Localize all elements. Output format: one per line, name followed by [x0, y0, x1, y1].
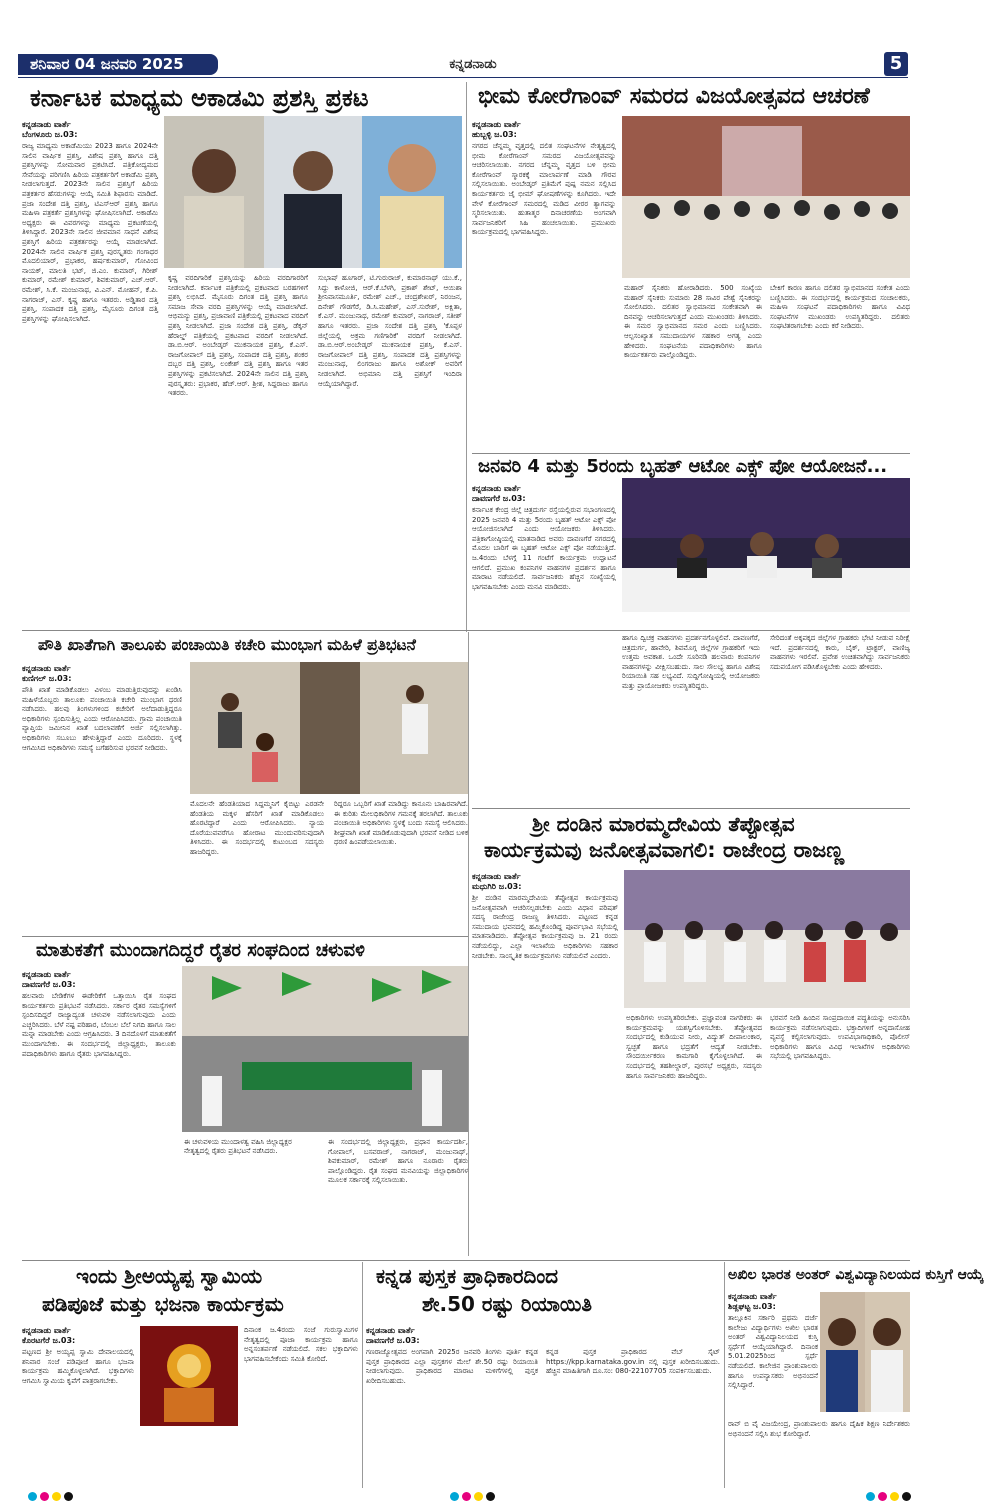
photo-caption: ಈ ಚಳುವಳಿಯ ಮುಂದಾಳತ್ವ ವಹಿಸಿ ಜಿಲ್ಲಾಧ್ಯಕ್ಷರ ನೇತೃತ್ವದಲ್ಲಿ ರೈತರು ಪ್ರತಿಭಟನೆ ನಡೆಸಿದರು. — [184, 1138, 292, 1155]
article-media-awards — [22, 80, 462, 628]
body-col-3: ಭರವಸೆ ನೀಡಿ ಹಿಂದಿನ ಸಾಂಪ್ರದಾಯಿಕ ಪದ್ಧತಿಯನ್ನು ಅನುಸರಿಸಿ ಕಾರ್ಯಕ್ರಮ ನಡೆಸಲಾಗುವುದು. ಭಕ್ತಾದಿಗಳಿಗೆ ಅನ್ನದಾಸೋಹ ವ್ಯವಸ್ಥೆ ಕಲ್ಪಿಸಲಾಗುವುದು. ಉಪವಿಭಾಗಾಧಿಕಾರಿ, ಪೊಲೀಸ್ ಅಧಿಕಾರಿಗಳು ಹಾಗೂ ವಿವಿಧ ಇಲಾಖೆಗಳ ಅಧಿಕಾರಿಗಳು ಸಭೆಯಲ್ಲಿ ಭಾಗವಹಿಸಿದ್ದರು. — [770, 1014, 910, 1061]
body-col-1: ಪಟ್ಟಣದ ಶ್ರೀ ಅಯ್ಯಪ್ಪ ಸ್ವಾಮಿ ದೇವಾಲಯದಲ್ಲಿ ಶನಿವಾರ ಸಂಜೆ ಪಡಿಪೂಜೆ ಹಾಗೂ ಭಜನಾ ಕಾರ್ಯಕ್ರಮ ಹಮ್ಮಿಕೊಳ್ಳಲಾಗಿದೆ. ಭಕ್ತಾದಿಗಳು ಆಗಮಿಸಿ ಸ್ವಾಮಿಯ ಕೃಪೆಗೆ ಪಾತ್ರರಾಗಬೇಕು. — [22, 1348, 134, 1385]
wrestling-byline: ಕನ್ನಡನಾಡು ವಾರ್ತೆ — [728, 1292, 777, 1301]
dateline: ಮಧುಗಿರಿ ಜ.03: — [472, 882, 522, 891]
black-mark — [902, 1492, 911, 1501]
awardees-photo — [164, 116, 462, 268]
byline: ಕನ್ನಡನಾಡು ವಾರ್ತೆ — [22, 1326, 71, 1335]
dateline: ದಾವಣಗೆರೆ ಜ.03: — [366, 1336, 420, 1345]
meeting-image — [624, 870, 910, 1008]
body-col-2: ಮಹಾರ್ ಸೈನಿಕರು ಹೋರಾಡಿದರು. 500 ಸಂಖ್ಯೆಯ ಮಹಾರ್ ಸೈನಿಕರು ಸುಮಾರು 28 ಸಾವಿರ ಪೇಶ್ವೆ ಸೈನಿಕರನ್ನು ಸೋಲಿಸಿದರು. ದಲಿತರ ಸ್ವಾಭಿಮಾನದ ಸಂಕೇತವಾಗಿ ಈ ದಿನವನ್ನು ಆಚರಿಸಲಾಗುತ್ತದೆ ಎಂದು ಮುಖಂಡರು ತಿಳಿಸಿದರು. ಈ ಸಮರ ಸ್ವಾಭಿಮಾನದ ಸಮರ ಎಂದು ಬಣ್ಣಿಸಿದರು. ಆಲ್ಪಸಂಖ್ಯಾತ ಸಮುದಾಯಗಳ ಸಹಕಾರ ಅಗತ್ಯ ಎಂದು ಹೇಳಿದರು. ಸಂಘಟನೆಯ ಪದಾಧಿಕಾರಿಗಳು ಹಾಗೂ ಕಾರ್ಯಕರ್ತರು ಪಾಲ್ಗೊಂಡಿದ್ದರು. — [624, 284, 762, 360]
celebration-photo — [622, 116, 910, 278]
body-col-1: ಹಲವಾರು ಬೇಡಿಕೆಗಳ ಈಡೇರಿಕೆಗೆ ಒತ್ತಾಯಿಸಿ ರೈತ ಸಂಘದ ಕಾರ್ಯಕರ್ತರು ಪ್ರತಿಭಟನೆ ನಡೆಸಿದರು. ಸರ್ಕಾರ ರೈತರ ಸಮಸ್ಯೆಗಳಿಗೆ ಸ್ಪಂದಿಸದಿದ್ದರೆ ರಾಜ್ಯಾದ್ಯಂತ ಚಳುವಳಿ ನಡೆಸಲಾಗುವುದು ಎಂದು ಎಚ್ಚರಿಸಿದರು. ಬೆಳೆ ನಷ್ಟ ಪರಿಹಾರ, ಬೆಂಬಲ ಬೆಲೆ ನಿಗದಿ ಹಾಗೂ ಸಾಲ ಮನ್ನಾ ಮಾಡಬೇಕು ಎಂದು ಆಗ್ರಹಿಸಿದರು. 3 ದಿನದೊಳಗೆ ಮಾತುಕತೆಗೆ ಮುಂದಾಗಬೇಕು. ಈ ಸಂದರ್ಭದಲ್ಲಿ ಜಿಲ್ಲಾಧ್ಯಕ್ಷರು, ತಾಲೂಕು ಪದಾಧಿಕಾರಿಗಳು ಹಾಗೂ ರೈತರು ಭಾಗವಹಿಸಿದ್ದರು. — [22, 992, 176, 1058]
article-auto-expo — [472, 456, 910, 624]
protest-photo — [190, 662, 468, 794]
page-number: 5 — [884, 52, 908, 76]
body-col-2: ಕೃಷ್ಣ ವರದಿಗಾರಿಕೆ ಪ್ರಶಸ್ತಿಯನ್ನು ಹಿರಿಯ ವರದಿಗಾರರಿಗೆ ನೀಡಲಾಗಿದೆ. ಕರ್ನಾಟಕ ಪತ್ರಿಕೆಯಲ್ಲಿ ಪ್ರಕಟವಾದ ಬರಹಗಳಿಗೆ ಪ್ರಶಸ್ತಿ ಲಭಿಸಿದೆ. ಮೈಸೂರು ದಿಗಂತ ದತ್ತಿ ಪ್ರಶಸ್ತಿ ಹಾಗೂ ಸಮಾಜ ಸೇವಾ ವರದಿ ಪ್ರಶಸ್ತಿಗಳನ್ನು ಆಯ್ಕೆ ಮಾಡಲಾಗಿದೆ. ಆಭಿಮನ್ಯು ಪ್ರಶಸ್ತಿ, ಪ್ರಜಾವಾಣಿ ಪತ್ರಿಕೆಯಲ್ಲಿ ಪ್ರಕಟವಾದ ವರದಿಗೆ ಪ್ರಶಸ್ತಿ ನೀಡಲಾಗಿದೆ. ಪ್ರಜಾ ಸಂದೇಶ ದತ್ತಿ ಪ್ರಶಸ್ತಿ, ಡೆಕ್ಕನ್ ಹೆರಾಲ್ಡ್ ಪತ್ರಿಕೆಯಲ್ಲಿ ಪ್ರಕಟವಾದ ವರದಿಗೆ ನೀಡಲಾಗಿದೆ. ಡಾ.ಬಿ.ಆರ್. ಅಂಬೇಡ್ಕರ್ ಮುಕನಾಯಕ ಪ್ರಶಸ್ತಿ, ಕೆ.ಎಸ್. ರಾಜಗೋಪಾಲ್ ದತ್ತಿ ಪ್ರಶಸ್ತಿ, ಸಂಪಾದಕ ದತ್ತಿ ಪ್ರಶಸ್ತಿ, ಶಂಕರ ದಬ್ಬರ ದತ್ತಿ ಪ್ರಶಸ್ತಿ, ಲಂಕೇಶ್ ದತ್ತಿ ಪ್ರಶಸ್ತಿ ಹಾಗೂ ಇತರ ಪ್ರಶಸ್ತಿಗಳನ್ನು ಪ್ರಕಟಿಸಲಾಗಿದೆ. 2024ನೇ ಸಾಲಿನ ದತ್ತಿ ಪ್ರಶಸ್ತಿ ಪುರಸ್ಕೃತರು: ಪ್ರಭಾಕರ, ಹೆಚ್.ಆರ್. ಶ್ರೀಶ, ಸಿದ್ದರಾಜು ಹಾಗೂ ಇತರರು. — [168, 274, 308, 398]
magenta-mark — [878, 1492, 887, 1501]
column-divider — [724, 1262, 725, 1488]
headline: ಪೌತಿ ಖಾತೆಗಾಗಿ ತಾಲೂಕು ಪಂಚಾಯಿತಿ ಕಚೇರಿ ಮುಂಭಾಗ ಮಹಿಳೆ ಪ್ರತಿಭಟನೆ — [38, 636, 416, 654]
wrestling-headline: ಅಖಿಲ ಭಾರತ ಅಂತರ್ ವಿಶ್ವವಿದ್ಯಾನಿಲಯದ ಕುಸ್ತಿಗೆ ಆಯ್ಕೆ — [728, 1267, 984, 1283]
body-col-2: ಹಾಗೂ ದ್ವಿಚಕ್ರ ವಾಹನಗಳು ಪ್ರದರ್ಶನಗೊಳ್ಳಲಿವೆ. ದಾವಣಗೆರೆ, ಚಿತ್ರದುರ್ಗ, ಹಾವೇರಿ, ಶಿವಮೊಗ್ಗ ಜಿಲ್ಲೆಗಳ ಗ್ರಾಹಕರಿಗೆ ಇದು ಉತ್ತಮ ಅವಕಾಶ. ಒಂದೇ ಸೂರಿನಡಿ ಹಲವಾರು ಕಂಪನಿಗಳ ವಾಹನಗಳನ್ನು ವೀಕ್ಷಿಸಬಹುದು. ಸಾಲ ಸೌಲಭ್ಯ ಹಾಗೂ ವಿಶೇಷ ರಿಯಾಯಿತಿ ಸಹ ಲಭ್ಯವಿದೆ. ಸುದ್ದಿಗೋಷ್ಠಿಯಲ್ಲಿ ಆಯೋಜಕರು ಮತ್ತು ಪ್ರಾಯೋಜಕರು ಉಪಸ್ಥಿತರಿದ್ದರು. — [622, 634, 760, 690]
article-maramma-festival — [472, 812, 910, 1256]
farmers-photo — [182, 966, 468, 1132]
ayyappa-photo — [140, 1326, 238, 1426]
byline: ಕನ್ನಡನಾಡು ವಾರ್ತೆ — [22, 120, 71, 129]
dateline: ಕೊರಟಗೆರೆ ಜ.03: — [22, 1336, 76, 1345]
wrestling-dateline: ಶಿಡ್ಲಘಟ್ಟ ಜ.03: — [728, 1302, 776, 1311]
body-col-1: ಕರ್ನಾಟಕ ಕೇಂದ್ರ ಜಿಲ್ಲೆ ಚಿತ್ರದುರ್ಗ ರಸ್ತೆಯಲ್ಲಿರುವ ಸಭಾಂಗಣದಲ್ಲಿ 2025 ಜನವರಿ 4 ಮತ್ತು 5ರಂದು ಬೃಹತ್ ಆಟೋ ಎಕ್ಸ್ ಪೋ ಆಯೋಜಿಸಲಾಗಿದೆ ಎಂದು ಆಯೋಜಕರು ತಿಳಿಸಿದರು. ಪತ್ರಿಕಾಗೋಷ್ಠಿಯಲ್ಲಿ ಮಾತನಾಡಿದ ಅವರು ದಾವಣಗೆರೆ ನಗರದಲ್ಲಿ ಮೊದಲ ಬಾರಿಗೆ ಈ ಬೃಹತ್ ಆಟೋ ಎಕ್ಸ್ ಪೋ ನಡೆಯುತ್ತಿದೆ. ಜ.4ರಂದು ಬೆಳಗ್ಗೆ 11 ಗಂಟೆಗೆ ಕಾರ್ಯಕ್ರಮ ಉದ್ಘಾಟನೆ ಆಗಲಿದೆ. ಪ್ರಮುಖ ಕಂಪನಿಗಳ ವಾಹನಗಳ ಪ್ರದರ್ಶನ ಹಾಗೂ ಮಾರಾಟ ನಡೆಯಲಿದೆ. ಸಾರ್ವಜನಿಕರು ಹೆಚ್ಚಿನ ಸಂಖ್ಯೆಯಲ್ಲಿ ಭಾಗವಹಿಸಬೇಕು ಎಂದು ಮನವಿ ಮಾಡಿದರು. — [472, 506, 616, 591]
body-col-2: ಕನ್ನಡ ಪುಸ್ತಕ ಪ್ರಾಧಿಕಾರದ ವೆಬ್ ಸೈಟ್ https://kpp.karnataka.gov.in ನಲ್ಲಿ ಪುಸ್ತಕ ಖರೀದಿಸಬಹುದು. ಹೆಚ್ಚಿನ ಮಾಹಿತಿಗಾಗಿ ದೂ.ಸಂ: 080-22107705 ಸಂಪರ್ಕಿಸಬಹುದು. — [546, 1348, 720, 1376]
headline-line-1: ಇಂದು ಶ್ರೀಅಯ್ಯಪ್ಪ ಸ್ವಾಮಿಯ — [76, 1264, 263, 1288]
cyan-mark — [28, 1492, 37, 1501]
masthead-rule — [18, 77, 908, 78]
wrestlers-image — [820, 1292, 910, 1412]
yellow-mark — [52, 1492, 61, 1501]
masthead — [18, 54, 908, 76]
body-col-2: ದಿನಾಂಕ ಜ.4ರಂದು ಸಂಜೆ ಗುರುಸ್ವಾಮಿಗಳ ನೇತೃತ್ವದಲ್ಲಿ ಪೂಜಾ ಕಾರ್ಯಕ್ರಮ ಹಾಗೂ ಅನ್ನಸಂತರ್ಪಣೆ ನಡೆಯಲಿದೆ. ಸಕಲ ಭಕ್ತಾದಿಗಳು ಭಾಗವಹಿಸಬೇಕೆಂದು ಸಮಿತಿ ಕೋರಿದೆ. — [244, 1326, 358, 1363]
wrestling-body-col-1: ತಾಲ್ಲೂಕಿನ ಸರ್ಕಾರಿ ಪ್ರಥಮ ದರ್ಜೆ ಕಾಲೇಜು ವಿದ್ಯಾರ್ಥಿಗಳು ಅಖಿಲ ಭಾರತ ಅಂತರ್ ವಿಶ್ವವಿದ್ಯಾನಿಲಯದ ಕುಸ್ತಿ ಸ್ಪರ್ಧೆಗೆ ಆಯ್ಕೆಯಾಗಿದ್ದಾರೆ. ದಿನಾಂಕ 5.01.2025ರಿಂದ ಸ್ಪರ್ಧೆ ನಡೆಯಲಿದೆ. ಕಾಲೇಜಿನ ಪ್ರಾಂಶುಪಾಲರು ಹಾಗೂ ಉಪನ್ಯಾಸಕರು ಅಭಿನಂದನೆ ಸಲ್ಲಿಸಿದ್ದಾರೆ. — [728, 1314, 818, 1390]
headline-line-2: ಶೇ.50 ರಷ್ಟು ರಿಯಾಯಿತಿ — [422, 1292, 592, 1316]
headline-line-1: ಕನ್ನಡ ಪುಸ್ತಕ ಪ್ರಾಧಿಕಾರದಿಂದ — [376, 1264, 559, 1288]
headline-line-2: ಪಡಿಪೂಜೆ ಮತ್ತು ಭಜನಾ ಕಾರ್ಯಕ್ರಮ — [42, 1292, 284, 1316]
auto-expo-continued — [472, 634, 910, 804]
headline: ಮಾತುಕತೆಗೆ ಮುಂದಾಗದಿದ್ದರೆ ರೈತರ ಸಂಘದಿಂದ ಚಳುವಳಿ — [36, 940, 365, 961]
body-col-3: ಈ ಸಂದರ್ಭದಲ್ಲಿ ಜಿಲ್ಲಾಧ್ಯಕ್ಷರು, ಪ್ರಧಾನ ಕಾರ್ಯದರ್ಶಿ, ಗೋಪಾಲ್, ಬಸವರಾಜ್, ನಾಗರಾಜ್, ಮಂಜುನಾಥ್, ಶಿವಕುಮಾರ್, ರಮೇಶ್ ಹಾಗೂ ನೂರಾರು ರೈತರು ಪಾಲ್ಗೊಂಡಿದ್ದರು. ರೈತ ಸಂಘದ ಮನವಿಯನ್ನು ಜಿಲ್ಲಾಧಿಕಾರಿಗಳ ಮೂಲಕ ಸರ್ಕಾರಕ್ಕೆ ಸಲ್ಲಿಸಲಾಯಿತು. — [328, 1138, 468, 1185]
awardees-portraits — [164, 116, 462, 268]
black-mark — [64, 1492, 73, 1501]
body-col-1: ಶ್ರೀ ದಂಡಿನ ಮಾರಮ್ಮದೇವಿಯ ತೆಪ್ಪೋತ್ಸವ ಕಾರ್ಯಕ್ರಮವು ಜನೋತ್ಸವವಾಗಿ ಆಚರಿಸಲ್ಪಡಬೇಕು ಎಂದು ವಿಧಾನ ಪರಿಷತ್ ಸದಸ್ಯ ರಾಜೇಂದ್ರ ರಾಜಣ್ಣ ತಿಳಿಸಿದರು. ಪಟ್ಟಣದ ಕನ್ನಡ ಸಮುದಾಯ ಭವನದಲ್ಲಿ ಹಮ್ಮಿಕೊಂಡಿದ್ದ ಪೂರ್ವಭಾವಿ ಸಭೆಯಲ್ಲಿ ಮಾತನಾಡಿದರು. ತೆಪ್ಪೋತ್ಸವ ಕಾರ್ಯಕ್ರಮವು ಜ. 21 ರಂದು ನಡೆಯಲಿದ್ದು, ಎಲ್ಲಾ ಇಲಾಖೆಯ ಅಧಿಕಾರಿಗಳು ಸಹಕಾರ ನೀಡಬೇಕು. ಸಾಂಸ್ಕೃತಿಕ ಕಾರ್ಯಕ್ರಮಗಳು ನಡೆಯಲಿವೆ ಎಂದರು. — [472, 894, 618, 960]
body-col-3: ಸುಭಾಷ್ ಹೂಗಾರ್, ಟಿ.ಗುರುರಾಜ್, ಕುಮಾರನಾಥ್ ಯು.ಕೆ., ಸಿದ್ದು ಕಾಳೋಜಿ, ಆರ್.ಕೆ.ಬೆಳಗಿ, ಪ್ರಕಾಶ್ ಶೇಟ್, ಆಯಿಶಾ ಶ್ರೀನಿವಾಸಮೂರ್ತಿ, ರಮೇಶ್ ಎಚ್., ಚಂದ್ರಶೇಖರ್, ನಿರಂಜನ, ದಿನೇಶ್ ಗೌಡಗೆರೆ, ಡಿ.ಸಿ.ಮಹೇಶ್, ಎಸ್.ಸುರೇಶ್, ಅಕ್ಷಿತಾ, ಕೆ.ಎಸ್. ಮಂಜುನಾಥ, ರಮೇಶ್ ಕುಮಾರ್, ನಾಗರಾಜ್, ಸತೀಶ್ ಹಾಗೂ ಇತರರು. ಪ್ರಜಾ ಸಂದೇಶ ದತ್ತಿ ಪ್ರಶಸ್ತಿ 'ಕೊಪ್ಪಳ ಜಿಲ್ಲೆಯಲ್ಲಿ ಅಕ್ರಮ ಗಣಿಗಾರಿಕೆ' ವರದಿಗೆ ನೀಡಲಾಗಿದೆ. ಡಾ.ಬಿ.ಆರ್.ಅಂಬೇಡ್ಕರ್ ಮುಕನಾಯಕ ಪ್ರಶಸ್ತಿ, ಕೆ.ಎಸ್. ರಾಜಗೋಪಾಲ್ ದತ್ತಿ ಪ್ರಶಸ್ತಿ, ಸಂಪಾದಕ ದತ್ತಿ ಪ್ರಶಸ್ತಿಗಳನ್ನು ಮಂಜುನಾಥ, ಲಿಂಗರಾಜು ಹಾಗೂ ಅಶೋಕ್ ಅವರಿಗೆ ನೀಡಲಾಗಿದೆ. ಅಭಿಮಾನಿ ದತ್ತಿ ಪ್ರಶಸ್ತಿಗೆ ಇಂದಿರಾ ಆಯ್ಕೆಯಾಗಿದ್ದಾರೆ. — [318, 274, 462, 388]
column-divider — [466, 82, 467, 632]
column-divider — [468, 810, 469, 1256]
byline: ಕನ್ನಡನಾಡು ವಾರ್ತೆ — [472, 872, 521, 881]
headline-line-1: ಶ್ರೀ ದಂಡಿನ ಮಾರಮ್ಮದೇವಿಯ ತೆಪ್ಪೋತ್ಸವ — [532, 812, 795, 836]
body-col-2: ಮೊದಲನೇ ಹೆಂಡತಿಯಾದ ಸಿದ್ದಮ್ಮನಿಗೆ ಕೈಬಿಟ್ಟು ಎರಡನೇ ಹೆಂಡತಿಯ ಮಕ್ಕಳ ಹೆಸರಿಗೆ ಖಾತೆ ಮಾಡಿಕೊಡಲು ಹೊರಟಿದ್ದಾರೆ ಎಂದು ಆರೋಪಿಸಿದರು. ನ್ಯಾಯ ದೊರೆಯುವವರೆಗೂ ಹೋರಾಟ ಮುಂದುವರಿಸುವುದಾಗಿ ತಿಳಿಸಿದರು. ಈ ಸಂದರ್ಭದಲ್ಲಿ ಕುಟುಂಬದ ಸದಸ್ಯರು ಹಾಜರಿದ್ದರು. — [190, 800, 324, 856]
article-farmers-protest — [22, 940, 468, 1256]
yellow-mark — [890, 1492, 899, 1501]
headline: ಜನವರಿ 4 ಮತ್ತು 5ರಂದು ಬೃಹತ್ ಆಟೋ ಎಕ್ಸ್ ಪೋ ಆಯೋಜನೆ... — [478, 456, 888, 477]
body-col-3: ಸೇರಿದಂತೆ ಅಕ್ಕಪಕ್ಕದ ಜಿಲ್ಲೆಗಳ ಗ್ರಾಹಕರು ಭೇಟಿ ನೀಡುವ ನಿರೀಕ್ಷೆ ಇದೆ. ಪ್ರದರ್ಶನದಲ್ಲಿ ಕಾರು, ಬೈಕ್, ಟ್ರಾಕ್ಟರ್, ವಾಣಿಜ್ಯ ವಾಹನಗಳು ಇರಲಿವೆ. ಪ್ರವೇಶ ಉಚಿತವಾಗಿದ್ದು ಸಾರ್ವಜನಿಕರು ಸದುಪಯೋಗ ಪಡಿಸಿಕೊಳ್ಳಬೇಕು ಎಂದು ಹೇಳಿದರು. — [770, 634, 910, 671]
byline: ಕನ್ನಡನಾಡು ವಾರ್ತೆ — [472, 484, 521, 493]
cyan-mark — [866, 1492, 875, 1501]
wrestling-body-col-2: ರಾವ್ ಬಿ ವೈ ವಿಜಯೇಂದ್ರ, ಪ್ರಾಂಶುಪಾಲರು ಹಾಗೂ ದೈಹಿಕ ಶಿಕ್ಷಣ ನಿರ್ದೇಶಕರು ಅಭಿನಂದನೆ ಸಲ್ಲಿಸಿ ಶುಭ ಕೋರಿದ್ದಾರೆ. — [728, 1420, 910, 1438]
body-col-3: ಬೇಕಿಗೆ ಕಾರಣ ಹಾಗೂ ದಲಿತರ ಸ್ವಾಭಿಮಾನದ ಸಂಕೇತ ಎಂದು ಬಣ್ಣಿಸಿದರು. ಈ ಸಂದರ್ಭದಲ್ಲಿ ಕಾರ್ಯಕ್ರಮದ ಸಂಚಾಲಕರು, ಮಹಿಳಾ ಸಂಘಟನೆ ಪದಾಧಿಕಾರಿಗಳು ಹಾಗೂ ವಿವಿಧ ಸಂಘಟನೆಗಳ ಮುಖಂಡರು ಉಪಸ್ಥಿತರಿದ್ದರು. ದಲಿತರು ಸಂಘಟಿತರಾಗಬೇಕು ಎಂದು ಕರೆ ನೀಡಿದರು. — [770, 284, 910, 331]
crowd-image — [622, 116, 910, 278]
body-col-3: ರಿದ್ದರೂ ಒಬ್ಬರಿಗೆ ಖಾತೆ ಮಾಡಿದ್ದು ಕಾನೂನು ಬಾಹಿರವಾಗಿದೆ. ಈ ಕುರಿತು ಮೇಲಧಿಕಾರಿಗಳ ಗಮನಕ್ಕೆ ತರಲಾಗಿದೆ. ತಾಲೂಕು ಪಂಚಾಯಿತಿ ಅಧಿಕಾರಿಗಳು ಸ್ಥಳಕ್ಕೆ ಬಂದು ಸಮಸ್ಯೆ ಆಲಿಸಿದರು. ಶೀಘ್ರವಾಗಿ ಖಾತೆ ಮಾಡಿಕೊಡುವುದಾಗಿ ಭರವಸೆ ನೀಡಿದ ಬಳಿಕ ಧರಣಿ ಹಿಂಪಡೆಯಲಾಯಿತು. — [334, 800, 468, 847]
dateline: ಬೆಂಗಳೂರು ಜ.03: — [22, 130, 78, 139]
black-mark — [486, 1492, 495, 1501]
body-col-1: ಪೌತಿ ಖಾತೆ ಮಾಡಿಕೊಡಲು ವಿಳಂಬ ಮಾಡುತ್ತಿರುವುದನ್ನು ಖಂಡಿಸಿ ಮಹಿಳೆಯೊಬ್ಬರು ತಾಲೂಕು ಪಂಚಾಯಿತಿ ಕಚೇರಿ ಮುಂಭಾಗ ಧರಣಿ ನಡೆಸಿದರು. ಹಲವು ತಿಂಗಳುಗಳಿಂದ ಕಚೇರಿಗೆ ಅಲೆದಾಡುತ್ತಿದ್ದರೂ ಅಧಿಕಾರಿಗಳು ಸ್ಪಂದಿಸುತ್ತಿಲ್ಲ ಎಂದು ಆರೋಪಿಸಿದರು. ಗ್ರಾಮ ಪಂಚಾಯಿತಿ ವ್ಯಾಪ್ತಿಯ ಜಮೀನಿನ ಖಾತೆ ಬದಲಾವಣೆಗೆ ಅರ್ಜಿ ಸಲ್ಲಿಸಲಾಗಿತ್ತು. ಅಧಿಕಾರಿಗಳು ಸಬೂಬು ಹೇಳುತ್ತಿದ್ದಾರೆ ಎಂದು ದೂರಿದರು. ಸ್ಥಳಕ್ಕೆ ಆಗಮಿಸಿದ ಅಧಿಕಾರಿಗಳು ಸಮಸ್ಯೆ ಬಗೆಹರಿಸುವ ಭರವಸೆ ನೀಡಿದರು. — [22, 686, 182, 752]
cyan-mark — [450, 1492, 459, 1501]
article-bhima-koregaon — [472, 80, 910, 450]
protest-image — [190, 662, 468, 794]
section-divider — [472, 453, 910, 454]
dateline: ದಾವಣಗೆರೆ ಜ.03: — [22, 980, 76, 989]
press-meet-photo — [622, 478, 910, 612]
article-pauti-protest — [22, 634, 468, 934]
meeting-photo — [624, 870, 910, 1008]
column-divider — [362, 1262, 363, 1488]
byline: ಕನ್ನಡನಾಡು ವಾರ್ತೆ — [22, 664, 71, 673]
byline: ಕನ್ನಡನಾಡು ವಾರ್ತೆ — [472, 120, 521, 129]
paper-name: ಕನ್ನಡನಾಡು — [449, 57, 497, 72]
section-divider — [22, 936, 468, 937]
dateline: ಕುಣಿಗಲ್ ಜ.03: — [22, 674, 72, 683]
magenta-mark — [462, 1492, 471, 1501]
section-divider — [22, 630, 910, 631]
dateline: ದಾವಣಗೆರೆ ಜ.03: — [472, 494, 526, 503]
yellow-mark — [474, 1492, 483, 1501]
dateline: ಹುಬ್ಬಳ್ಳಿ ಜ.03: — [472, 130, 517, 139]
issue-date: ಶನಿವಾರ 04 ಜನವರಿ 2025 — [18, 54, 218, 75]
body-col-1: ಗಣರಾಜ್ಯೋತ್ಸವದ ಅಂಗವಾಗಿ 2025ರ ಜನವರಿ ತಿಂಗಳು ಪೂರ್ತಿ ಕನ್ನಡ ಪುಸ್ತಕ ಪ್ರಾಧಿಕಾರದ ಎಲ್ಲಾ ಪುಸ್ತಕಗಳ ಮೇಲೆ ಶೇ.50 ರಷ್ಟು ರಿಯಾಯಿತಿ ನೀಡಲಾಗುವುದು. ಪ್ರಾಧಿಕಾರದ ಮಾರಾಟ ಮಳಿಗೆಗಳಲ್ಲಿ ಪುಸ್ತಕ ಖರೀದಿಸಬಹುದು. — [366, 1348, 538, 1385]
article-ayyappa-pooja — [22, 1264, 358, 1486]
body-col-1: ನಗರದ ಚೆನ್ನಮ್ಮ ವೃತ್ತದಲ್ಲಿ ದಲಿತ ಸಂಘಟನೆಗಳ ನೇತೃತ್ವದಲ್ಲಿ ಭೀಮ ಕೋರೆಗಾಂವ್ ಸಮರದ ವಿಜಯೋತ್ಸವವನ್ನು ಆಚರಿಸಲಾಯಿತು. ನಗರದ ಚೆನ್ನಮ್ಮ ವೃತ್ತದ ಬಳಿ ಭೀಮ ಕೋರೆಗಾಂವ್ ಸ್ಮಾರಕಕ್ಕೆ ಮಾಲಾರ್ಪಣೆ ಮಾಡಿ ಗೌರವ ಸಲ್ಲಿಸಲಾಯಿತು. ಅಂಬೇಡ್ಕರ್ ಪ್ರತಿಮೆಗೆ ಪುಷ್ಪ ನಮನ ಸಲ್ಲಿಸಿದ ಕಾರ್ಯಕರ್ತರು ಜೈ ಭೀಮ್ ಘೋಷಣೆಗಳನ್ನು ಕೂಗಿದರು. ಇದೇ ವೇಳೆ ಕೋರೆಗಾಂವ್ ಸಮರದಲ್ಲಿ ಮಡಿದ ವೀರರ ತ್ಯಾಗವನ್ನು ಸ್ಮರಿಸಲಾಯಿತು. ಹುತಾತ್ಮರ ದಿನಾಚರಣೆಯ ಅಂಗವಾಗಿ ಸಾರ್ವಜನಿಕರಿಗೆ ಸಿಹಿ ಹಂಚಲಾಯಿತು. ಪ್ರಮುಖರು ಕಾರ್ಯಕ್ರಮದಲ್ಲಿ ಭಾಗವಹಿಸಿದ್ದರು. — [472, 142, 616, 237]
magenta-mark — [40, 1492, 49, 1501]
headline-line-2: ಕಾರ್ಯಕ್ರಮವು ಜನೋತ್ಸವವಾಗಲಿ: ರಾಜೇಂದ್ರ ರಾಜಣ್ಣ — [484, 838, 845, 862]
headline: ಕರ್ನಾಟಕ ಮಾಧ್ಯಮ ಅಕಾಡಮಿ ಪ್ರಶಸ್ತಿ ಪ್ರಕಟ — [30, 84, 369, 112]
article-book-discount — [366, 1264, 720, 1486]
headline: ಭೀಮ ಕೋರೆಗಾಂವ್ ಸಮರದ ವಿಜಯೋತ್ಸವದ ಆಚರಣೆ — [478, 84, 870, 109]
farmers-image — [182, 966, 468, 1132]
byline: ಕನ್ನಡನಾಡು ವಾರ್ತೆ — [366, 1326, 415, 1335]
body-col-2: ಅಧಿಕಾರಿಗಳು ಉಪಸ್ಥಿತರಿರಬೇಕು. ಪ್ರಜ್ಞಾವಂತ ನಾಗರಿಕರು ಈ ಕಾರ್ಯಕ್ರಮವನ್ನು ಯಶಸ್ವಿಗೊಳಿಸಬೇಕು. ತೆಪ್ಪೋತ್ಸವದ ಸಂದರ್ಭದಲ್ಲಿ ಕುಡಿಯುವ ನೀರು, ವಿದ್ಯುತ್ ದೀಪಾಲಂಕಾರ, ಸ್ವಚ್ಛತೆ ಹಾಗೂ ಭದ್ರತೆಗೆ ಆದ್ಯತೆ ನೀಡಬೇಕು. ಸೌಂದರ್ಯೀಕರಣ ಕಾಮಗಾರಿ ಕೈಗೊಳ್ಳಲಾಗಿದೆ. ಈ ಸಂದರ್ಭದಲ್ಲಿ ತಹಶೀಲ್ದಾರ್, ಪುರಸಭೆ ಅಧ್ಯಕ್ಷರು, ಸದಸ್ಯರು ಹಾಗೂ ಸಾರ್ವಜನಿಕರು ಹಾಜರಿದ್ದರು. — [626, 1014, 762, 1080]
section-divider — [22, 1260, 910, 1261]
section-divider — [472, 808, 910, 809]
press-meet-image — [622, 478, 910, 612]
wrestlers-photo — [820, 1292, 910, 1412]
byline: ಕನ್ನಡನಾಡು ವಾರ್ತೆ — [22, 970, 71, 979]
body-col-1: ರಾಜ್ಯ ಮಾಧ್ಯಮ ಅಕಾಡೆಮಿಯು 2023 ಹಾಗೂ 2024ನೇ ಸಾಲಿನ ವಾರ್ಷಿಕ ಪ್ರಶಸ್ತಿ, ವಿಶೇಷ ಪ್ರಶಸ್ತಿ ಹಾಗೂ ದತ್ತಿ ಪ್ರಶಸ್ತಿಗಳನ್ನು ಸೋಮವಾರ ಪ್ರಕಟಿಸಿದೆ. ಪತ್ರಿಕೋದ್ಯಮದ ಸೇವೆಯನ್ನು ಪರಿಗಣಿಸಿ ಹಿರಿಯ ಪತ್ರಕರ್ತರಿಗೆ ಅಕಾಡೆಮಿ ಪ್ರಶಸ್ತಿ ನೀಡಲಾಗುತ್ತದೆ. 2023ನೇ ಸಾಲಿನ ಪ್ರಶಸ್ತಿಗೆ ಹಿರಿಯ ಪತ್ರಕರ್ತರ ಹೆಸರುಗಳನ್ನು ಆಯ್ಕೆ ಸಮಿತಿ ಶಿಫಾರಸು ಮಾಡಿದೆ. ಪ್ರಜಾ ಸಂದೇಶ ದತ್ತಿ ಪ್ರಶಸ್ತಿ, ಟಿಎಸ್ಆರ್ ಪ್ರಶಸ್ತಿ ಹಾಗೂ ಮಹಿಳಾ ಪತ್ರಕರ್ತೆ ಪ್ರಶಸ್ತಿಗಳನ್ನು ಘೋಷಿಸಲಾಗಿದೆ. ಅಕಾಡೆಮಿ ಅಧ್ಯಕ್ಷರು ಈ ವಿವರಗಳನ್ನು ಮಾಧ್ಯಮ ಪ್ರಕಟಣೆಯಲ್ಲಿ ತಿಳಿಸಿದ್ದಾರೆ. 2023ನೇ ಸಾಲಿನ ಜೀವಮಾನ ಸಾಧನೆ ವಿಶೇಷ ಪ್ರಶಸ್ತಿಗೆ ಹಿರಿಯ ಪತ್ರಕರ್ತರನ್ನು ಆಯ್ಕೆ ಮಾಡಲಾಗಿದೆ. 2024ನೇ ಸಾಲಿನ ವಾರ್ಷಿಕ ಪ್ರಶಸ್ತಿ ಪುರಸ್ಕೃತರು ಗಂಗಾಧರ ಮೊದಲಿಯಾರ್, ಪ್ರಭಾಕರ, ಹರ್ಷಕುಮಾರ್, ಗೋವಿಂದ ನಾಯಕ್, ಮಾಲತಿ ಭಟ್, ಜಿ.ಎಂ. ಕುಮಾರ್, ಗಿರೀಶ್ ಕುಮಾರ್, ರಮೇಶ್ ಕುಮಾರ್, ಶಿವಕುಮಾರ್, ಎಚ್.ಆರ್. ರಮೇಶ್, ಸಿ.ಕೆ. ಮಂಜುನಾಥ, ವಿ.ಎನ್. ಮೋಹನ್, ಕೆ.ಪಿ. ನಾಗರಾಜ್, ಎಸ್. ಕೃಷ್ಣ ಹಾಗೂ ಇತರರು. ಅಡ್ಡಿತಾರ ದತ್ತಿ ಪ್ರಶಸ್ತಿ, ಸಂಪಾದಕ ದತ್ತಿ ಪ್ರಶಸ್ತಿ, ಮೈಸೂರು ದಿಗಂತ ದತ್ತಿ ಪ್ರಶಸ್ತಿಗಳನ್ನು ಘೋಷಿಸಲಾಗಿದೆ. — [22, 142, 158, 323]
deity-image — [140, 1326, 238, 1426]
